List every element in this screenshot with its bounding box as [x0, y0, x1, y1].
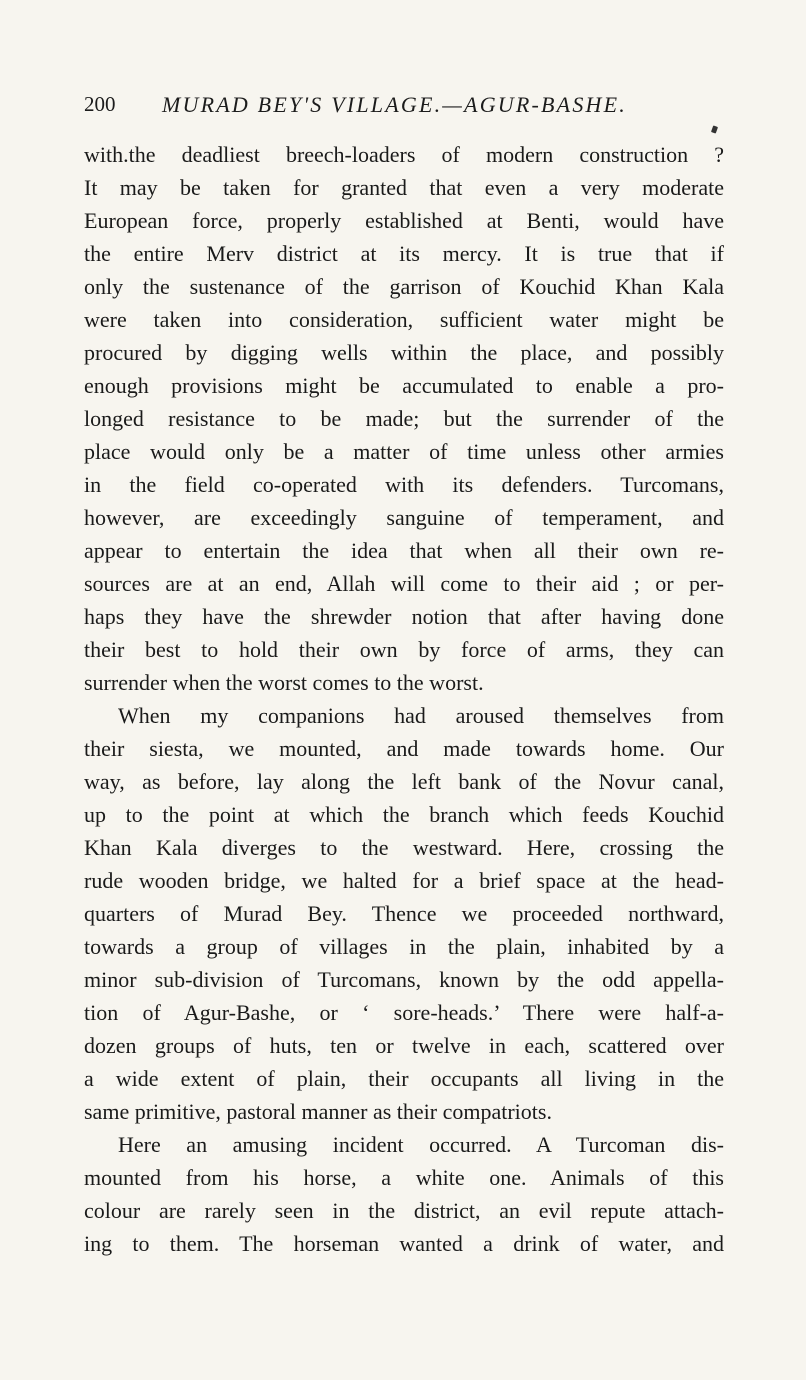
text-line: minor sub-division of Turcomans, known by the odd appella-: [84, 967, 724, 992]
text-line: a wide extent of plain, their occupants all living in the: [84, 1066, 724, 1091]
text-line: longed resistance to be made; but the surrender of the: [84, 406, 724, 431]
paragraph-start-line: Here an amusing incident occurred. A Turcoman dis-: [118, 1132, 724, 1157]
text-line: rude wooden bridge, we halted for a brief space at the head-: [84, 868, 724, 893]
text-line: It may be taken for granted that even a very moderate: [84, 175, 724, 200]
ink-speck: [711, 125, 718, 133]
text-line: were taken into consideration, sufficient water might be: [84, 307, 724, 332]
text-line: appear to entertain the idea that when all their own re-: [84, 538, 724, 563]
text-line: tion of Agur-Bashe, or ‘ sore-heads.’ There were half-a-: [84, 1000, 724, 1025]
text-line: dozen groups of huts, ten or twelve in each, scattered over: [84, 1033, 724, 1058]
running-head: [84, 92, 724, 120]
running-title: MURAD BEY'S VILLAGE.—AGUR-BASHE.: [162, 92, 627, 117]
text-line: up to the point at which the branch which feeds Kouchid: [84, 802, 724, 827]
text-line: mounted from his horse, a white one. Animals of this: [84, 1165, 724, 1190]
text-line: towards a group of villages in the plain, inhabited by a: [84, 934, 724, 959]
text-line: their siesta, we mounted, and made towards home. Our: [84, 736, 724, 761]
text-line: only the sustenance of the garrison of Kouchid Khan Kala: [84, 274, 724, 299]
text-line: with.the deadliest breech-loaders of modern construction ?: [84, 142, 724, 167]
text-line: enough provisions might be accumulated to enable a pro-: [84, 373, 724, 398]
paragraph-end-line: same primitive, pastoral manner as their compatriots.: [84, 1099, 552, 1124]
text-line: European force, properly established at Benti, would have: [84, 208, 724, 233]
body-text: [84, 138, 724, 1260]
text-line: ing to them. The horseman wanted a drink of water, and: [84, 1231, 724, 1256]
text-line: their best to hold their own by force of arms, they can: [84, 637, 724, 662]
text-line: sources are at an end, Allah will come to their aid ; or per-: [84, 571, 724, 596]
text-line: in the field co-operated with its defenders. Turcomans,: [84, 472, 724, 497]
paragraph-end-line: surrender when the worst comes to the worst.: [84, 670, 484, 695]
page-number: 200: [84, 92, 116, 116]
text-line: however, are exceedingly sanguine of temperament, and: [84, 505, 724, 530]
text-line: haps they have the shrewder notion that after having done: [84, 604, 724, 629]
text-line: the entire Merv district at its mercy. It is true that if: [84, 241, 724, 266]
text-line: place would only be a matter of time unless other armies: [84, 439, 724, 464]
text-line: Khan Kala diverges to the westward. Here, crossing the: [84, 835, 724, 860]
text-line: colour are rarely seen in the district, an evil repute attach-: [84, 1198, 724, 1223]
paragraph-start-line: When my companions had aroused themselves from: [118, 703, 724, 728]
text-line: procured by digging wells within the place, and possibly: [84, 340, 724, 365]
text-line: way, as before, lay along the left bank of the Novur canal,: [84, 769, 724, 794]
text-line: quarters of Murad Bey. Thence we proceeded northward,: [84, 901, 724, 926]
